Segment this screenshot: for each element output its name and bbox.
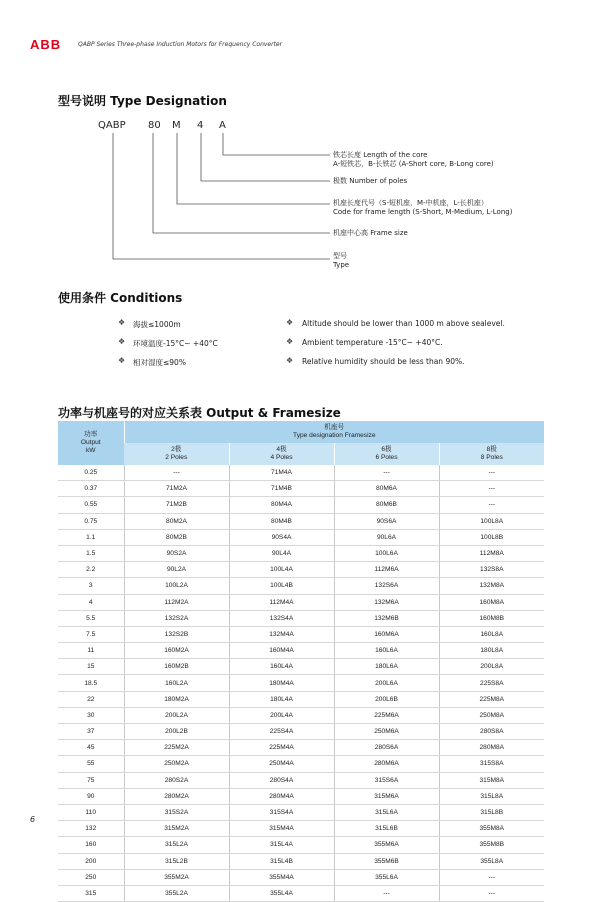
table-body [58,465,544,902]
output-kw-cell: 2.2 [58,562,124,578]
output-framesize-table [58,421,544,902]
output-kw-cell: 5.5 [58,610,124,626]
framesize-cell: 112M4A [229,594,334,610]
output-kw-cell: 0.55 [58,497,124,513]
output-kw-cell: 22 [58,691,124,707]
framesize-cell: 250M2A [124,756,229,772]
header-output: 功率 Output kW [58,421,124,465]
output-kw-cell: 11 [58,643,124,659]
framesize-cell: 71M2B [124,497,229,513]
framesize-cell: 355M4A [229,869,334,885]
framesize-cell: 200L2B [124,724,229,740]
output-kw-cell: 3 [58,578,124,594]
framesize-cell: 225M4A [229,740,334,756]
framesize-cell: 160M8A [439,594,544,610]
framesize-cell: 180L8A [439,643,544,659]
framesize-cell: 280M8A [439,740,544,756]
framesize-cell: 71M4B [229,481,334,497]
framesize-cell: 355M6B [334,853,439,869]
framesize-cell: 225M6A [334,707,439,723]
framesize-cell: 280M4A [229,788,334,804]
framesize-cell: 112M8A [439,545,544,561]
framesize-cell: 100L4B [229,578,334,594]
header-subtitle: QABP Series Three-phase Induction Motors for Frequency Converter [78,41,283,48]
framesize-cell: 280S4A [229,772,334,788]
framesize-cell: --- [439,869,544,885]
page-number: 6 [30,815,36,824]
framesize-cell: 315S2A [124,804,229,820]
type-designation-title: 型号说明 Type Designation [58,94,227,108]
framesize-cell: 355L4A [229,885,334,901]
output-kw-cell: 7.5 [58,626,124,642]
framesize-cell: 180M4A [229,675,334,691]
framesize-cell: --- [124,465,229,481]
table-row [58,724,544,740]
condition-humidity-en: Relative humidity should be less than 90%. [302,357,465,366]
framesize-cell: 315L2B [124,853,229,869]
output-kw-cell: 1.5 [58,545,124,561]
framesize-cell: 160L4A [229,659,334,675]
framesize-cell: --- [439,885,544,901]
table-row [58,529,544,545]
framesize-cell: 200L2A [124,707,229,723]
table-row [58,513,544,529]
framesize-cell: --- [334,465,439,481]
framesize-cell: 315S6A [334,772,439,788]
output-framesize-title: 功率与机座号的对应关系表 Output & Framesize [58,406,341,420]
framesize-cell: 355L8A [439,853,544,869]
output-kw-cell: 18.5 [58,675,124,691]
header-type-designation: 机座号 Type designation Framesize [124,421,544,443]
framesize-cell: 280S2A [124,772,229,788]
framesize-cell: 225M2A [124,740,229,756]
output-kw-cell: 200 [58,853,124,869]
framesize-cell: 355M8B [439,837,544,853]
output-kw-cell: 37 [58,724,124,740]
framesize-cell: 200L4A [229,707,334,723]
framesize-cell: 280S6A [334,740,439,756]
table-row [58,594,544,610]
framesize-cell: 71M2A [124,481,229,497]
output-kw-cell: 30 [58,707,124,723]
output-kw-cell: 0.25 [58,465,124,481]
framesize-cell: 315L4B [229,853,334,869]
table-row [58,465,544,481]
framesize-cell: 132S2A [124,610,229,626]
designation-poles: 极数 Number of poles [333,177,408,185]
table-row [58,659,544,675]
output-kw-cell: 0.75 [58,513,124,529]
framesize-cell: 355M2A [124,869,229,885]
table-row [58,885,544,901]
output-kw-cell: 45 [58,740,124,756]
framesize-cell: 280M6A [334,756,439,772]
diamond-bullet-icon: ❖ [286,356,294,365]
framesize-cell: 355L6A [334,869,439,885]
framesize-cell: 315M6A [334,788,439,804]
framesize-cell: 280M2A [124,788,229,804]
code-part-poles: 4 [197,120,204,131]
framesize-cell: 160M8B [439,610,544,626]
code-part-frame: 80 [148,120,161,131]
framesize-cell: 90L6A [334,529,439,545]
framesize-cell: 250M6A [334,724,439,740]
output-kw-cell: 110 [58,804,124,820]
framesize-cell: 132S6A [334,578,439,594]
framesize-cell: 315M8A [439,772,544,788]
framesize-cell: 225S4A [229,724,334,740]
framesize-cell: 80M2B [124,529,229,545]
condition-humidity-cn: 相对湿度≤90% [133,358,186,367]
code-part-qabp: QABP [98,120,126,131]
framesize-cell: --- [439,465,544,481]
table-row [58,562,544,578]
framesize-cell: 315L6B [334,821,439,837]
framesize-cell: 132M6B [334,610,439,626]
header-8-poles: 8极 8 Poles [439,443,544,465]
framesize-cell: 90L2A [124,562,229,578]
condition-altitude-en: Altitude should be lower than 1000 m above sealevel. [302,319,505,328]
condition-temperature-en: Ambient temperature -15°C~ +40°C. [302,338,443,347]
framesize-cell: --- [334,885,439,901]
diamond-bullet-icon: ❖ [118,318,126,327]
table-row [58,837,544,853]
framesize-cell: 112M6A [334,562,439,578]
abb-logo: ABB [30,37,62,52]
framesize-cell: 160M2A [124,643,229,659]
framesize-cell: 160L8A [439,626,544,642]
framesize-cell: 180L6A [334,659,439,675]
framesize-cell: 200L8A [439,659,544,675]
framesize-cell: 355M8A [439,821,544,837]
framesize-cell: 160M2B [124,659,229,675]
code-part-length: M [172,120,181,131]
framesize-cell: 355L2A [124,885,229,901]
table-row [58,707,544,723]
framesize-cell: 315S8A [439,756,544,772]
table-row [58,675,544,691]
framesize-cell: 80M4A [229,497,334,513]
output-kw-cell: 160 [58,837,124,853]
framesize-cell: 180M2A [124,691,229,707]
framesize-cell: --- [439,497,544,513]
table-row [58,545,544,561]
framesize-cell: --- [439,481,544,497]
framesize-cell: 315M4A [229,821,334,837]
framesize-cell: 100L8B [439,529,544,545]
framesize-cell: 132S4A [229,610,334,626]
framesize-cell: 280S8A [439,724,544,740]
table-row [58,756,544,772]
table-row [58,578,544,594]
framesize-cell: 100L8A [439,513,544,529]
framesize-cell: 160M4A [229,643,334,659]
framesize-cell: 71M4A [229,465,334,481]
framesize-cell: 100L4A [229,562,334,578]
output-kw-cell: 75 [58,772,124,788]
output-kw-cell: 90 [58,788,124,804]
table-row [58,643,544,659]
framesize-cell: 160L2A [124,675,229,691]
output-kw-cell: 55 [58,756,124,772]
table-row [58,626,544,642]
table-row [58,821,544,837]
table-row [58,481,544,497]
framesize-cell: 315S4A [229,804,334,820]
framesize-cell: 160M6A [334,626,439,642]
framesize-cell: 250M8A [439,707,544,723]
designation-connector-lines [0,0,600,300]
framesize-cell: 90S6A [334,513,439,529]
diamond-bullet-icon: ❖ [118,337,126,346]
framesize-cell: 315L4A [229,837,334,853]
framesize-cell: 100L2A [124,578,229,594]
framesize-cell: 80M6B [334,497,439,513]
framesize-cell: 355M6A [334,837,439,853]
output-kw-cell: 4 [58,594,124,610]
framesize-cell: 132M6A [334,594,439,610]
table-row [58,772,544,788]
framesize-cell: 132S2B [124,626,229,642]
condition-altitude-cn: 海拔≤1000m [133,320,181,329]
framesize-cell: 315M2A [124,821,229,837]
framesize-cell: 315L8B [439,804,544,820]
table-row [58,740,544,756]
framesize-cell: 112M2A [124,594,229,610]
condition-temperature-cn: 环境温度-15°C~ +40°C [133,339,218,348]
framesize-cell: 90S2A [124,545,229,561]
framesize-cell: 80M4B [229,513,334,529]
framesize-cell: 200L6A [334,675,439,691]
table-row [58,804,544,820]
diamond-bullet-icon: ❖ [118,356,126,365]
framesize-cell: 315L6A [334,804,439,820]
framesize-cell: 80M6A [334,481,439,497]
designation-frame-length: 机座长度代号（S-短机座，M-中机座，L-长机座） Code for frame length (S-Short, M-Medium, L-Long) [333,199,513,216]
framesize-cell: 225M8A [439,691,544,707]
diamond-bullet-icon: ❖ [286,318,294,327]
framesize-cell: 132M8A [439,578,544,594]
framesize-cell: 180L4A [229,691,334,707]
framesize-cell: 315L8A [439,788,544,804]
table-row [58,869,544,885]
output-kw-cell: 250 [58,869,124,885]
header-6-poles: 6极 6 Poles [334,443,439,465]
framesize-cell: 225S8A [439,675,544,691]
framesize-cell: 90L4A [229,545,334,561]
framesize-cell: 90S4A [229,529,334,545]
designation-core-length: 铁芯长度 Length of the core A-短铁芯，B-长铁芯 (A-Short core, B-Long core) [333,151,494,168]
table-row [58,788,544,804]
diamond-bullet-icon: ❖ [286,337,294,346]
framesize-cell: 160L6A [334,643,439,659]
output-kw-cell: 15 [58,659,124,675]
framesize-cell: 132S8A [439,562,544,578]
table-row [58,610,544,626]
framesize-cell: 80M2A [124,513,229,529]
framesize-cell: 100L6A [334,545,439,561]
output-kw-cell: 0.37 [58,481,124,497]
code-part-core: A [219,120,226,131]
output-kw-cell: 315 [58,885,124,901]
designation-frame-size: 机座中心高 Frame size [333,229,408,237]
framesize-cell: 132M4A [229,626,334,642]
table-row [58,853,544,869]
conditions-title: 使用条件 Conditions [58,291,183,305]
framesize-cell: 200L6B [334,691,439,707]
designation-type: 型号 Type [333,252,350,269]
header-2-poles: 2极 2 Poles [124,443,229,465]
framesize-cell: 315L2A [124,837,229,853]
table-row [58,691,544,707]
header-4-poles: 4极 4 Poles [229,443,334,465]
table-row [58,497,544,513]
output-kw-cell: 132 [58,821,124,837]
output-kw-cell: 1.1 [58,529,124,545]
framesize-cell: 250M4A [229,756,334,772]
